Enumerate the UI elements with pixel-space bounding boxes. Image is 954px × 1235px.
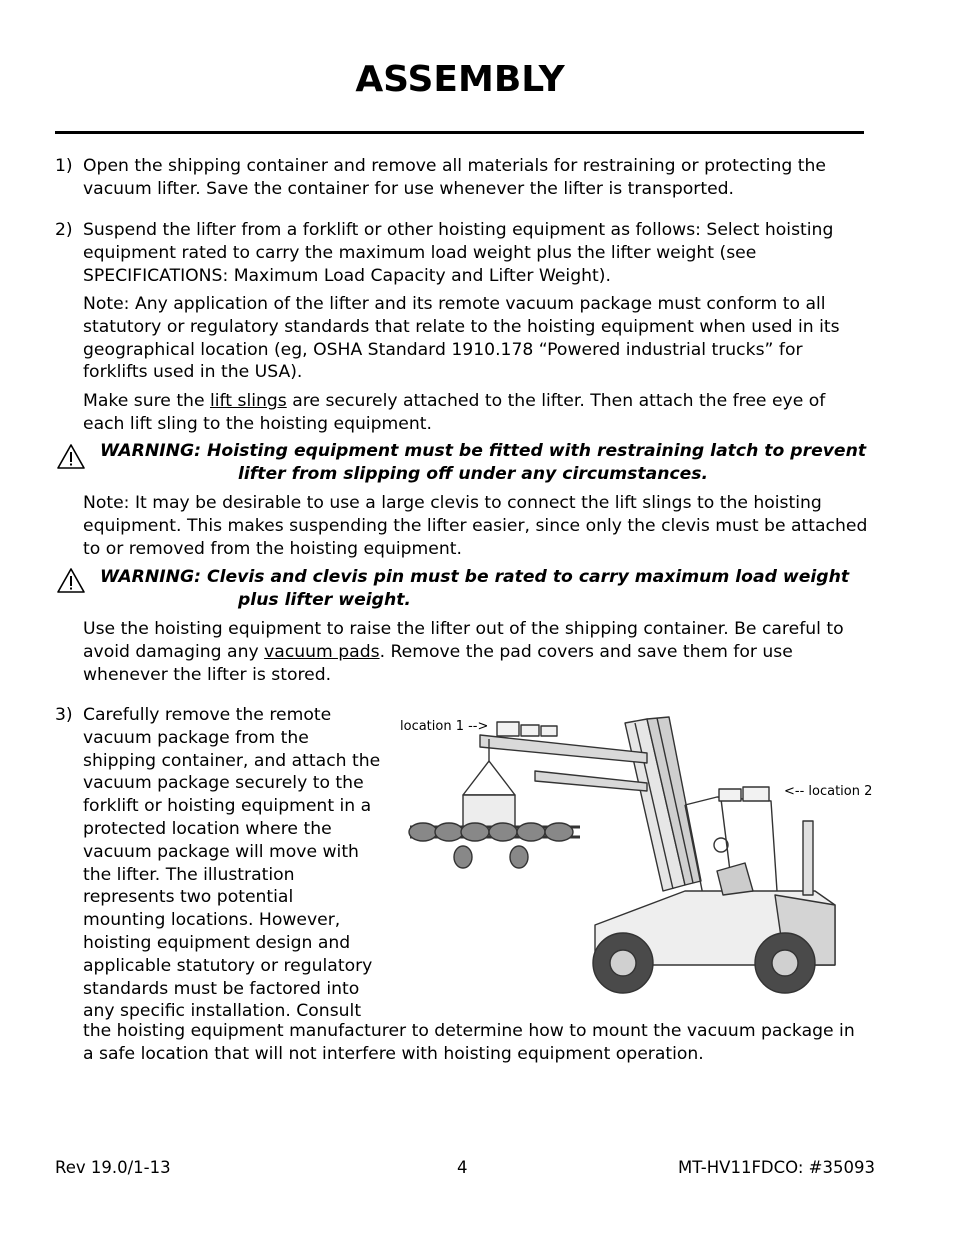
step-2-note-clevis: Note: It may be desirable to use a large clevis to connect the lift slings to the hoisting equipment. This makes suspending the lifter easier, since only the clevis must be attached to or removed from the hoisting equipment.: [83, 493, 868, 559]
title-rule: [55, 131, 864, 134]
step-2-lift-slings-paragraph: [83, 390, 868, 436]
step-1-text: Open the shipping container and remove all materials for restraining or protecting the vacuum lifter. Save the container for use whenever the lifter is transported.: [83, 156, 826, 199]
step-3-line: any specific installation. Consult: [83, 1001, 362, 1022]
step-3-number: 3): [55, 705, 73, 725]
step-3-line: the lifter. The illustration: [83, 864, 295, 885]
vacuum-pads-link[interactable]: vacuum pads: [264, 641, 380, 662]
warning-restraining-latch: [100, 440, 870, 486]
step-3-line: represents two potential: [83, 887, 294, 908]
warning-1-line-1: WARNING: Hoisting equipment must be fitted with restraining latch to prevent: [100, 441, 867, 461]
forklift-illustration: [385, 695, 875, 1000]
lift-slings-link[interactable]: lift slings: [209, 391, 287, 411]
step-3-line: vacuum package will move with: [83, 841, 359, 862]
step-3-line: applicable statutory or regulatory: [83, 955, 373, 976]
step-3-line: Carefully remove the remote: [83, 705, 332, 725]
warning-clevis-rating: [100, 566, 870, 612]
footer-revision: Rev 19.0/1-13: [55, 1158, 171, 1177]
footer-page-number: 4: [457, 1158, 468, 1177]
warning-triangle-icon: [56, 443, 86, 470]
raise-pre: Use the hoisting equipment to raise the lifter out of the shipping container. Be careful to avoid damaging any: [83, 619, 844, 662]
step-3-line: hoisting equipment design and: [83, 932, 351, 953]
lift-slings-pre: Make sure the: [83, 391, 210, 411]
page-title: ASSEMBLY: [355, 59, 565, 100]
step-3-text-column: [83, 704, 383, 1023]
warning-1-line-2: lifter from slipping off under any circumstances.: [238, 463, 709, 484]
step-3-line: mounting locations. However,: [83, 910, 341, 931]
warning-2-line-2: plus lifter weight.: [238, 589, 411, 610]
step-3-continuation: the hoisting equipment manufacturer to determine how to mount the vacuum package in a safe location that will not interfere with hoisting equipment operation.: [83, 1021, 855, 1064]
warning-triangle-icon: [56, 567, 86, 594]
location-2-label: <-- location 2: [784, 784, 873, 799]
warning-2-line-1: WARNING: Clevis and clevis pin must be rated to carry maximum load weight: [100, 567, 850, 587]
step-3-line: vacuum package securely to the: [83, 773, 364, 794]
step-1-number: 1): [55, 156, 73, 176]
raise-post: . Remove the pad covers and save them for use whenever the lifter is stored.: [83, 641, 793, 685]
step-3-line: vacuum package from the: [83, 727, 309, 748]
step-2-note-osha: Note: Any application of the lifter and its remote vacuum package must conform to all statutory or regulatory standards that relate to the hoisting equipment when used in its geographical location (eg, OSHA Standard 1910.178 “Powered industrial trucks” for forklifts used in the USA).: [83, 294, 840, 383]
location-1-label: location 1 -->: [400, 719, 489, 734]
footer-document-id: MT-HV11FDCO: #35093: [678, 1158, 875, 1177]
step-3-line: standards must be factored into: [83, 978, 360, 999]
step-3-line: forklift or hoisting equipment in a: [83, 796, 372, 817]
step-3-line: shipping container, and attach the: [83, 750, 381, 771]
step-2-text: Suspend the lifter from a forklift or other hoisting equipment as follows: Select hoisting equipment rated to carry the maximum load weight plus the lifter weight (see SPECIFICATIONS: Maximum Load Capacity and Lifter Weight).: [83, 220, 834, 286]
step-2-number: 2): [55, 220, 73, 240]
step-3-line: protected location where the: [83, 818, 332, 839]
step-2-raise-paragraph: [83, 618, 868, 686]
lift-slings-post: are securely attached to the lifter. Then attach the free eye of each lift sling to the hoisting equipment.: [83, 391, 826, 434]
